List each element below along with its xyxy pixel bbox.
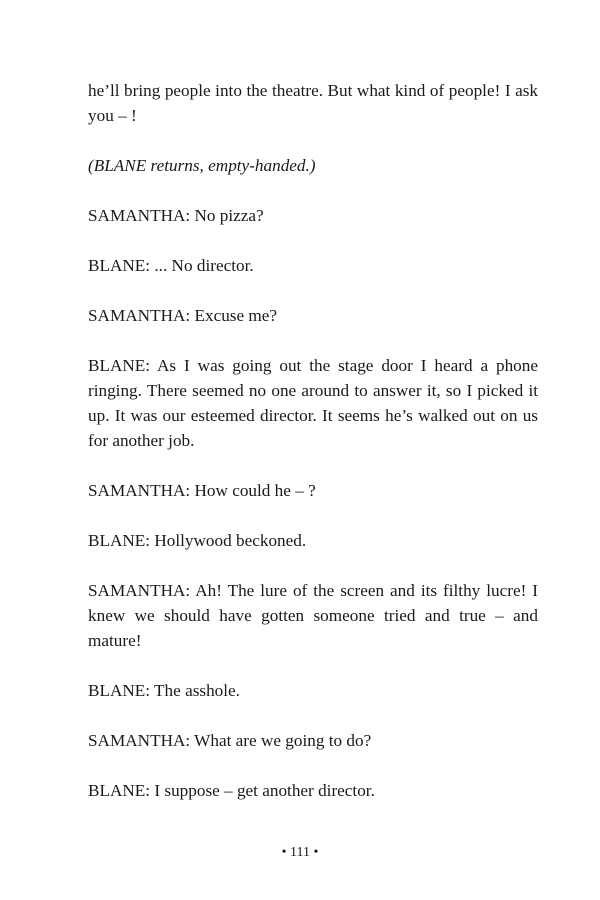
dialogue-paragraph: SAMANTHA: What are we going to do? (88, 731, 372, 750)
dialogue-paragraph: SAMANTHA: Excuse me? (88, 306, 278, 325)
dialogue-paragraph: SAMANTHA: How could he – ? (88, 481, 316, 500)
dialogue-paragraph: BLANE: ... No director. (88, 256, 254, 275)
dialogue-paragraph: SAMANTHA: Ah! The lure of the screen and its filthy lucre! I knew we should have gotten someone tried and true – and mature! (88, 581, 538, 650)
dialogue-paragraph: BLANE: As I was going out the stage door I heard a phone ringing. There seemed no one around to answer it, so I picked it up. It was our esteemed director. It seems he’s walked out on us for another job. (88, 356, 538, 450)
dialogue-paragraph: BLANE: The asshole. (88, 681, 240, 700)
stage-direction: (BLANE returns, empty-handed.) (88, 156, 316, 175)
page-number: • 111 • (281, 845, 319, 860)
dialogue-paragraph: SAMANTHA: No pizza? (88, 206, 264, 225)
page-body (88, 78, 538, 828)
dialogue-paragraph: BLANE: Hollywood beckoned. (88, 531, 307, 550)
dialogue-paragraph: he’ll bring people into the theatre. But what kind of people! I ask you – ! (88, 81, 538, 125)
dialogue-paragraph: BLANE: I suppose – get another director. (88, 781, 375, 800)
